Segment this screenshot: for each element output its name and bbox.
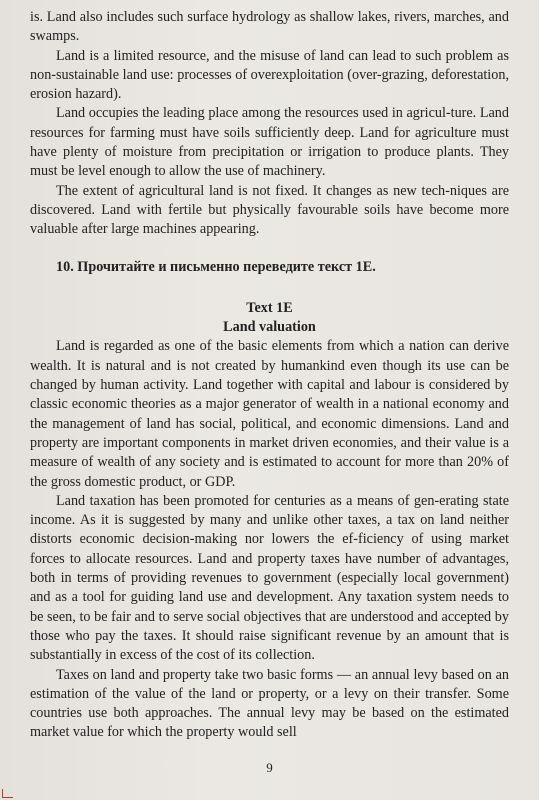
exercise-task: 10. Прочитайте и письменно переведите текст 1Е.: [56, 258, 376, 275]
paragraph-surface-hydrology: is. Land also includes such surface hydrology as shallow lakes, rivers, marches, and swamps.: [30, 9, 509, 45]
paragraph-limited-resource: Land is a limited resource, and the misuse of land can lead to such problem as non-sustainable land use: processes of overexploitation (over-grazing, deforestation, erosion hazard).: [30, 47, 509, 103]
paragraph-land-wealth: Land is regarded as one of the basic elements from which a nation can derive wealth. It is natural and is not created by humankind even though its use can be changed by human activity. Land together with capital and labour is considered by classic economic theories as a major generator of wealth in a national economy and the management of land has social, political, and economic dimensions. Land and property are important components in market driven economies, and their value is a measure of wealth of any society and is estimated to account for more than 20% of the gross domestic product, or GDP.: [30, 338, 509, 490]
corner-mark: [2, 789, 13, 798]
text-title: Text 1E: [246, 299, 293, 316]
paragraph-tax-forms: Taxes on land and property take two basic forms — an annual levy based on an estimation of the value of the land or property, or a levy on their transfer. Some countries use both approaches. The annual levy may be based on the estimated market value for which the property would sell: [30, 666, 509, 741]
text-subtitle: Land valuation: [223, 319, 316, 336]
paragraph-extent-of-land: The extent of agricultural land is not fixed. It changes as new tech-niques are discovered. Land with fertile but physically favourable soils have become more valuable after large machines appearing.: [30, 182, 509, 238]
paragraph-land-taxation: Land taxation has been promoted for centuries as a means of gen-erating state income. As it is suggested by many and unlike other taxes, a tax on land neither distorts economic decision-making nor lowers the ef-ficiency of using market forces to allocate resources. Land and property taxes have number of advantages, both in terms of providing revenues to government (especially local government) and as a tool for guiding land use and development. Any taxation system needs to be seen, to be fair and to serve social objectives that are understood and accepted by those who pay the taxes. It should raise significant revenue by an amount that is substantially in excess of the cost of its collection.: [30, 492, 509, 664]
paragraph-agriculture: Land occupies the leading place among the resources used in agricul-ture. Land resources for farming must have soils sufficiently deep. Land for agriculture must have plenty of moisture from precipitation or irrigation to produce plants. They must be level enough to allow the use of machinery.: [30, 105, 509, 180]
page-number: 9: [266, 760, 273, 775]
